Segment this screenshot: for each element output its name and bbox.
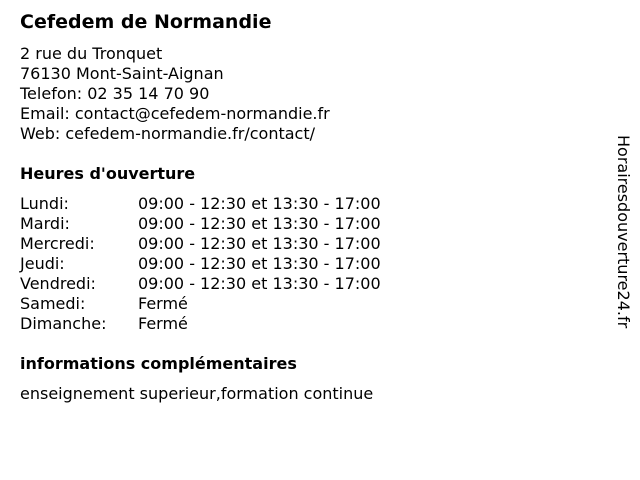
day-label: Mardi:: [20, 214, 70, 233]
day-label: Lundi:: [20, 194, 69, 213]
site-watermark: Horairesdouverture24.fr: [614, 135, 633, 329]
email-address: Email: contact@cefedem-normandie.fr: [20, 104, 330, 123]
address-block: [20, 44, 330, 144]
day-label: Dimanche:: [20, 314, 107, 333]
hours-value: 09:00 - 12:30 et 13:30 - 17:00: [138, 234, 381, 253]
day-label: Mercredi:: [20, 234, 95, 253]
hours-row-monday: [20, 194, 381, 214]
page-title: Cefedem de Normandie: [20, 11, 272, 33]
additional-info-text: enseignement superieur,formation continue: [20, 384, 374, 403]
hours-value: 09:00 - 12:30 et 13:30 - 17:00: [138, 214, 381, 233]
hours-value: 09:00 - 12:30 et 13:30 - 17:00: [138, 274, 381, 293]
phone-number: Telefon: 02 35 14 70 90: [20, 84, 210, 103]
hours-row-saturday: [20, 294, 381, 314]
hours-row-thursday: [20, 254, 381, 274]
city-address: 76130 Mont-Saint-Aignan: [20, 64, 224, 83]
hours-value: 09:00 - 12:30 et 13:30 - 17:00: [138, 254, 381, 273]
additional-info-heading: informations complémentaires: [20, 354, 297, 373]
street-address: 2 rue du Tronquet: [20, 44, 163, 63]
opening-hours-heading: Heures d'ouverture: [20, 164, 196, 183]
website-address: Web: cefedem-normandie.fr/contact/: [20, 124, 315, 143]
hours-row-wednesday: [20, 234, 381, 254]
hours-row-sunday: [20, 314, 381, 334]
hours-value: 09:00 - 12:30 et 13:30 - 17:00: [138, 194, 381, 213]
opening-hours-table: [20, 194, 381, 334]
hours-row-friday: [20, 274, 381, 294]
day-label: Samedi:: [20, 294, 86, 313]
day-label: Jeudi:: [20, 254, 65, 273]
hours-value: Fermé: [138, 294, 188, 313]
hours-row-tuesday: [20, 214, 381, 234]
hours-value: Fermé: [138, 314, 188, 333]
day-label: Vendredi:: [20, 274, 96, 293]
